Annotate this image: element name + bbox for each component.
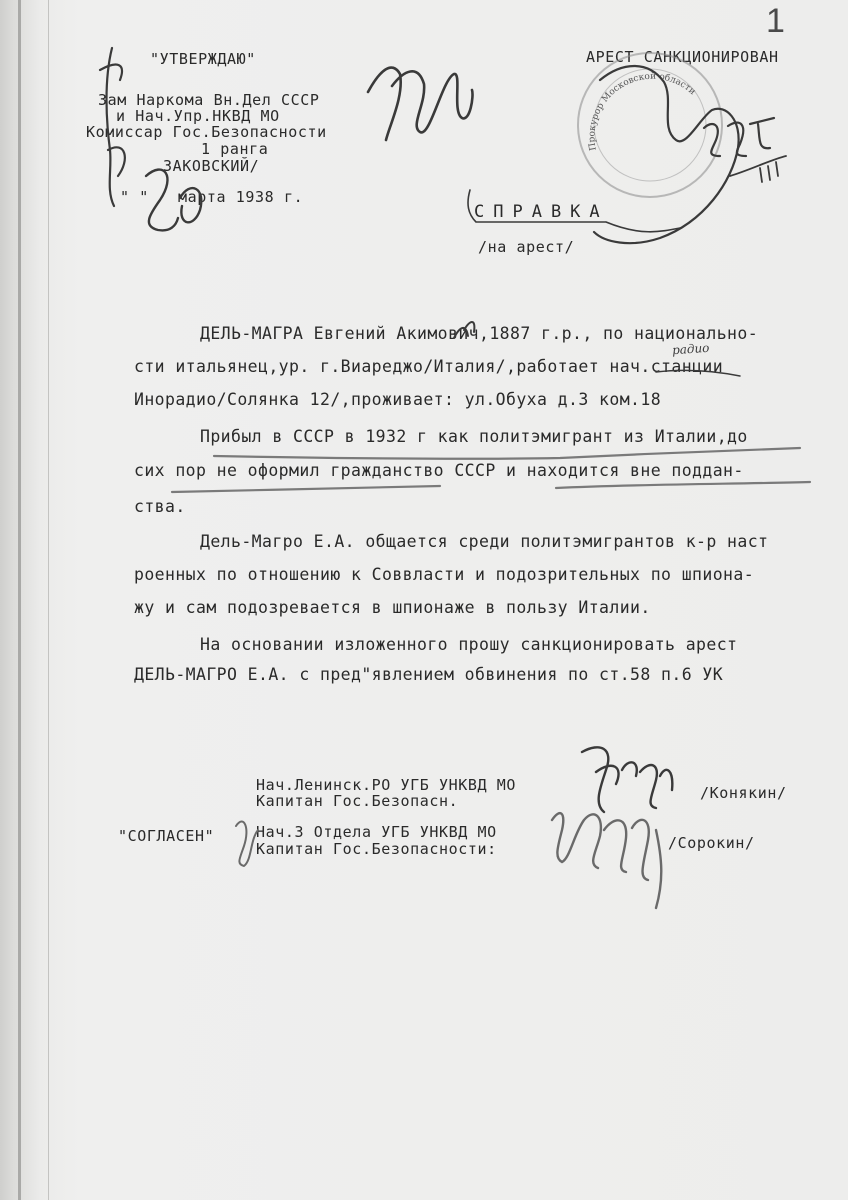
handwritten-correction: радио [671, 340, 710, 358]
body-line: сих пор не оформил гражданство СССР и находится вне поддан- [134, 461, 744, 480]
sanction-tick-marks [730, 156, 786, 182]
handwritten-underline [656, 370, 740, 376]
approval-line: и Нач.Упр.НКВД МО [116, 107, 280, 125]
agreed-label: "СОГЛАСЕН" [118, 827, 215, 845]
sorokin-signature [552, 813, 661, 908]
signer-name: /Конякин/ [700, 784, 787, 802]
konyakin-signature [582, 747, 672, 812]
approval-line: Зам Наркома Вн.Дел СССР [98, 91, 320, 109]
stamp-text: Прокурор Московской области [587, 71, 698, 152]
page-number: 1 [766, 2, 785, 40]
agreement-mark [236, 822, 258, 866]
approval-line: Комиссар Гос.Безопасности [86, 123, 327, 141]
signer-rank: Капитан Гос.Безопасности: [256, 840, 497, 858]
body-line: жу и сам подозревается в шпионаже в пользу Италии. [134, 598, 651, 617]
date-day-handwritten [146, 170, 201, 231]
signer-name: /Сорокин/ [668, 834, 755, 852]
body-line: ДЕЛЬ-МАГРО Е.А. с пред"явлением обвинения по ст.58 п.6 УК [134, 665, 724, 684]
approval-title: "УТВЕРЖДАЮ" [150, 50, 256, 68]
body-line: ДЕЛЬ-МАГРА Евгений Акимович,1887 г.р., по национально- [200, 324, 759, 343]
signer-title: Нач.3 Отдела УГБ УНКВД МО [256, 823, 497, 841]
approver-name: ЗАКОВСКИЙ/ [163, 157, 260, 175]
zakovsky-signature [368, 68, 473, 140]
title-bracket-line [468, 190, 680, 232]
approval-date-day: " " [120, 188, 149, 206]
sanction-signature-loop [594, 66, 739, 243]
document-subtitle: /на арест/ [478, 238, 575, 256]
document-title: СПРАВКА [474, 202, 609, 222]
signer-title: Нач.Ленинск.РО УГБ УНКВД МО [256, 776, 517, 794]
body-line: сти итальянец,ур. г.Виареджо/Италия/,работает нач.станции [134, 357, 724, 376]
body-line: ства. [134, 497, 186, 516]
pencil-underline [214, 448, 800, 459]
approval-margin-signature [100, 48, 125, 206]
body-line: роенных по отношению к Соввласти и подозрительных по шпиона- [134, 565, 755, 584]
body-line: На основании изложенного прошу санкционировать арест [200, 635, 738, 654]
approval-line: 1 ранга [201, 140, 269, 158]
body-line: Инорадио/Солянка 12/,проживает: ул.Обуха д.3 ком.18 [134, 390, 662, 409]
patronymic-correction [454, 322, 474, 338]
body-line: Прибыл в СССР в 1932 г как политэмигрант из Италии,до [200, 427, 748, 446]
signer-rank: Капитан Гос.Безопасн. [256, 792, 459, 810]
approval-date: марта 1938 г. [178, 188, 304, 206]
body-line: Дель-Магро Е.А. общается среди политэмигрантов к-р наст [200, 532, 769, 551]
sanction-header: АРЕСТ САНКЦИОНИРОВАН [586, 48, 779, 66]
pencil-underline [172, 482, 810, 492]
